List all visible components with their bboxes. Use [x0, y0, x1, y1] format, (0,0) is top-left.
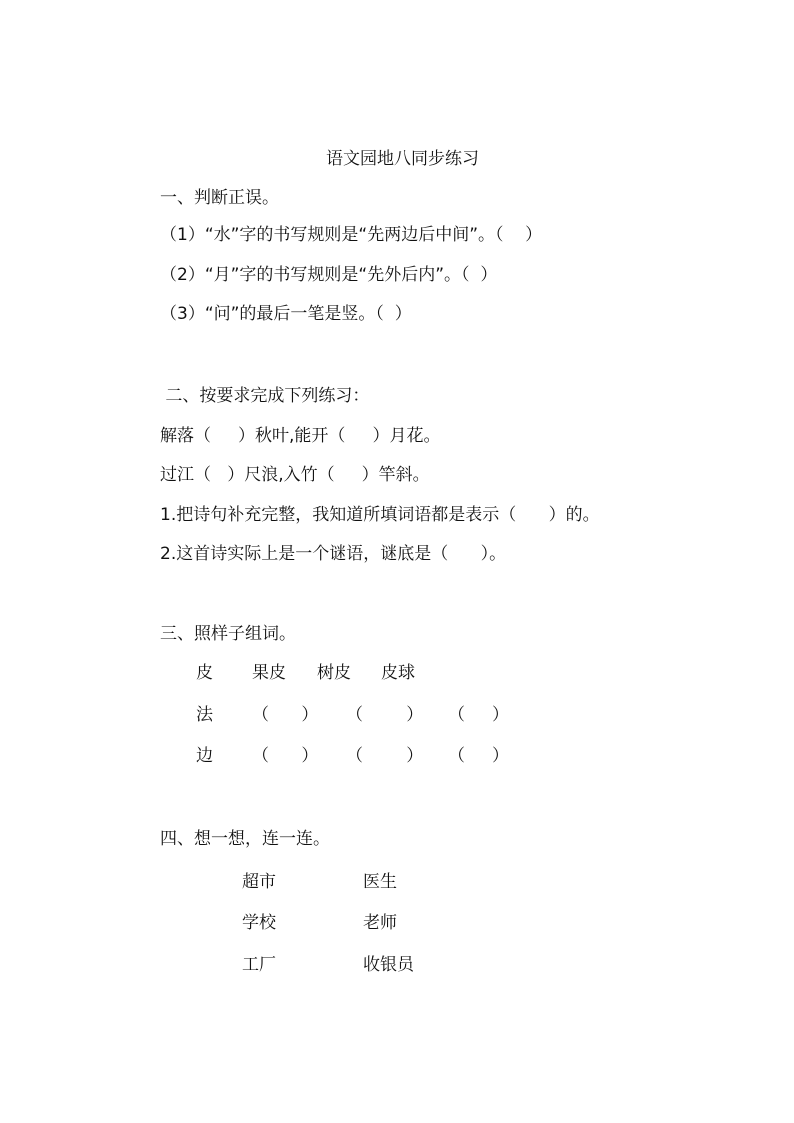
s4-left-2: 学校 [242, 913, 276, 933]
s4-left-1: 超市 [242, 872, 276, 892]
s3-r1-c2: （ ） [346, 705, 424, 725]
s3-r1-c0: 法 [196, 705, 213, 725]
section-3-heading: 三、照样子组词。 [160, 624, 296, 644]
s1-item-3: （3）“问”的最后一笔是竖。（ ） [160, 304, 412, 324]
section-1-heading: 一、判断正误。 [160, 188, 279, 208]
s3-r0-c0: 皮 [196, 663, 213, 683]
section-4-heading: 四、想一想，连一连。 [160, 829, 330, 849]
s3-r2-c1: （ ） [252, 746, 319, 766]
s3-r2-c2: （ ） [346, 746, 424, 766]
s3-r1-c1: （ ） [252, 705, 319, 725]
s3-r0-c1: 果皮 [252, 663, 286, 683]
s2-line-2: 过江（ ）尺浪,入竹（ ）竿斜。 [160, 465, 430, 485]
section-2-heading: 二、按要求完成下列练习： [160, 386, 370, 406]
s3-r2-c3: （ ） [448, 746, 510, 766]
s3-r0-c2: 树皮 [317, 663, 351, 683]
s3-r1-c3: （ ） [448, 705, 510, 725]
s2-line-1: 解落（ ）秋叶,能开（ ）月花。 [160, 426, 441, 446]
s4-left-3: 工厂 [242, 955, 276, 975]
s4-right-1: 医生 [363, 872, 397, 892]
s1-item-1: （1）“水”字的书写规则是“先两边后中间”。（ ） [160, 225, 543, 245]
s3-r0-c3: 皮球 [381, 663, 415, 683]
s1-item-2: （2）“月”字的书写规则是“先外后内”。（ ） [160, 265, 498, 285]
s2-line-4: 2.这首诗实际上是一个谜语，谜底是（ ）。 [160, 544, 507, 564]
s4-right-3: 收银员 [363, 955, 414, 975]
s3-r2-c0: 边 [196, 746, 213, 766]
s2-line-3: 1.把诗句补充完整，我知道所填词语都是表示（ ）的。 [160, 505, 600, 525]
s4-right-2: 老师 [363, 913, 397, 933]
page-title: 语文园地八同步练习 [326, 149, 479, 169]
